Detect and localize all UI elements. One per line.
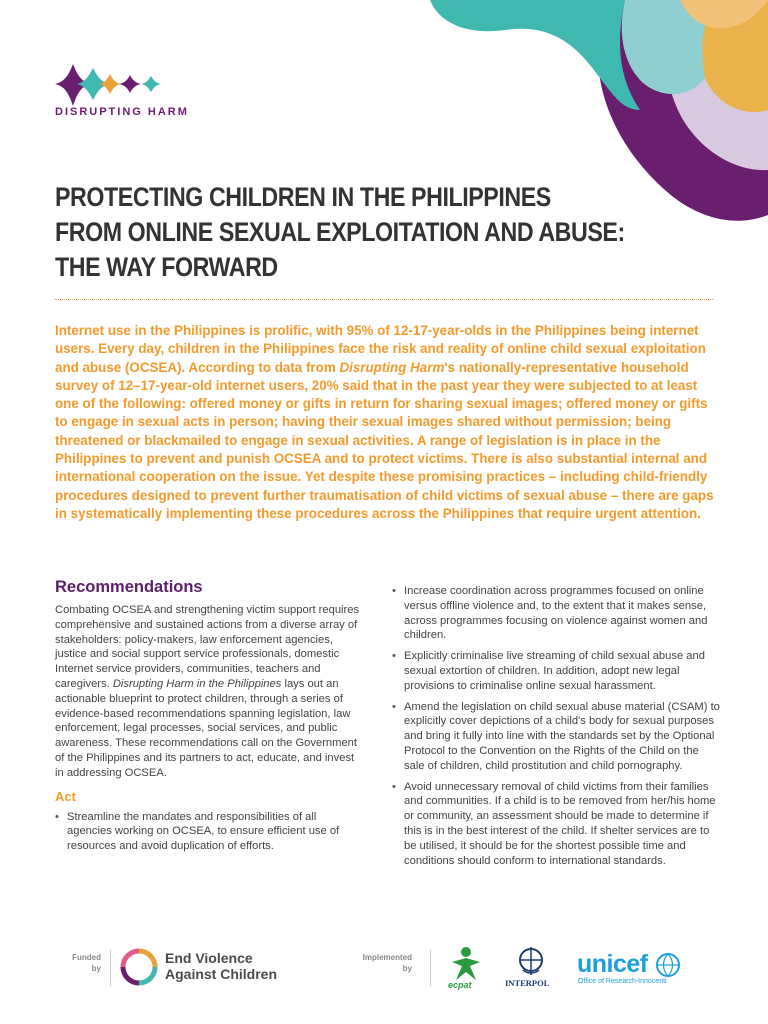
intro-text-cont: 's nationally-representative household survey of 12–17-year-old internet users, 20% said that in the past year they were subjected to at least one of the following: offered money or gifts in return for sharing sexual images; offered money or gifts to engage in sexual acts in person; having their sexual images shared without permission; being threatened or blackmailed to engage in sexual activities. A range of legislation is in place in the Philippines to prevent and punish OCSEA and to protect victims. There is also substantial internal and international cooperation on the issue. Yet despite these promising practices – including child-friendly procedures designed to prevent further traumatisation of child victims of sexual abuse – there are gaps in systematically implementing these procedures across the Philippines that require urgent attention. — [55, 359, 714, 521]
bullet-item: • Amend the legislation on child sexual abuse material (CSAM) to explicitly cover depictions of a child's body for sexual purposes and bring it fully into line with the standards set by the Optional Protocol to the Convention on the Rights of the Child on the sale of children, child prostitution and child pornography. — [392, 700, 722, 774]
end-violence-logo-icon — [120, 948, 158, 986]
recommendation-bullet-list — [392, 584, 722, 868]
bullet-item: • Avoid unnecessary removal of child victims from their families and communities. If a child is to be removed from her/his home or community, an assessment should be made to determine if this is in the best interest of the child. If shelter services are to be utilised, it should be for the shortest possible time and conditions should conform to international standards. — [392, 780, 722, 869]
funded-label-text: Funded — [72, 953, 101, 962]
dotted-divider — [55, 299, 713, 300]
bullet-item: • Streamline the mandates and responsibilities of all agencies working on OCSEA, to ensure efficient use of resources and avoid duplication of efforts. — [55, 810, 360, 854]
title-line: FROM ONLINE SEXUAL EXPLOITATION AND ABUSE: — [55, 217, 625, 247]
footer-divider — [430, 950, 431, 986]
end-violence-logo-text — [165, 950, 277, 982]
ecpat-logo-icon — [446, 944, 486, 982]
intro-paragraph — [55, 322, 717, 523]
intro-text: Internet use in the Philippines is prolific, with 95% of 12-17-year-olds in the Philippines being internet users. Every day, children in the Philippines face the risk and reality of online child sexual exploitation and abuse (OCSEA). According to data from — [55, 323, 706, 375]
intro-italic-text: Disrupting Harm — [339, 359, 445, 375]
title-line: PROTECTING CHILDREN IN THE PHILIPPINES — [55, 182, 551, 212]
bullet-item: • Explicitly criminalise live streaming of child sexual abuse and sexual extortion of children. In addition, adopt new legal provisions to criminalise online sexual harassment. — [392, 649, 722, 693]
implemented-by-text: by — [402, 964, 412, 973]
page-title — [55, 180, 625, 285]
implemented-by-label — [340, 952, 412, 974]
title-line: THE WAY FORWARD — [55, 252, 278, 282]
footer-divider — [110, 950, 111, 986]
ecpat-logo-text: ecpat — [448, 980, 472, 990]
evac-line: End Violence — [165, 950, 253, 966]
funded-by-label — [55, 952, 101, 974]
recommendations-paragraph — [55, 603, 360, 781]
evac-line: Against Children — [165, 966, 278, 982]
left-column — [55, 578, 360, 860]
interpol-logo-text: INTERPOL — [505, 978, 550, 988]
implemented-label-text: Implemented — [362, 953, 412, 962]
unicef-subtitle: Office of Research-Innocenti — [578, 978, 667, 985]
unicef-globe-icon — [655, 952, 681, 978]
unicef-logo-text: unicef — [577, 950, 648, 978]
rec-text: Combating OCSEA and strengthening victim support requires comprehensive and sustained actions from a diverse array of stakeholders: policy-makers, law enforcement agencies, justice and social support service professionals, domestic Internet service providers, communities, teachers and caregivers. — [55, 604, 360, 690]
right-column — [392, 584, 722, 874]
bullet-item: • Increase coordination across programmes focused on online versus offline violence and, to the extent that it makes sense, across programmes focusing on violence against women and children. — [392, 584, 722, 643]
rec-italic-text: Disrupting Harm in the Philippines — [112, 677, 282, 690]
interpol-emblem-icon — [515, 944, 547, 978]
act-heading: Act — [55, 788, 76, 804]
act-bullet-list — [55, 810, 360, 854]
funded-by-text: by — [91, 964, 101, 973]
brand-name: DISRUPTING HARM — [55, 106, 189, 118]
recommendations-heading: Recommendations — [55, 578, 203, 596]
rec-text-cont: lays out an actionable blueprint to protect children, through a series of evidence-based recommendations spanning legislation, law enforcement, legal processes, social services, and public awareness. These recommendations call on the Government of the Philippines and its partners to act, educate, and invest in addressing OCSEA. — [55, 677, 358, 779]
